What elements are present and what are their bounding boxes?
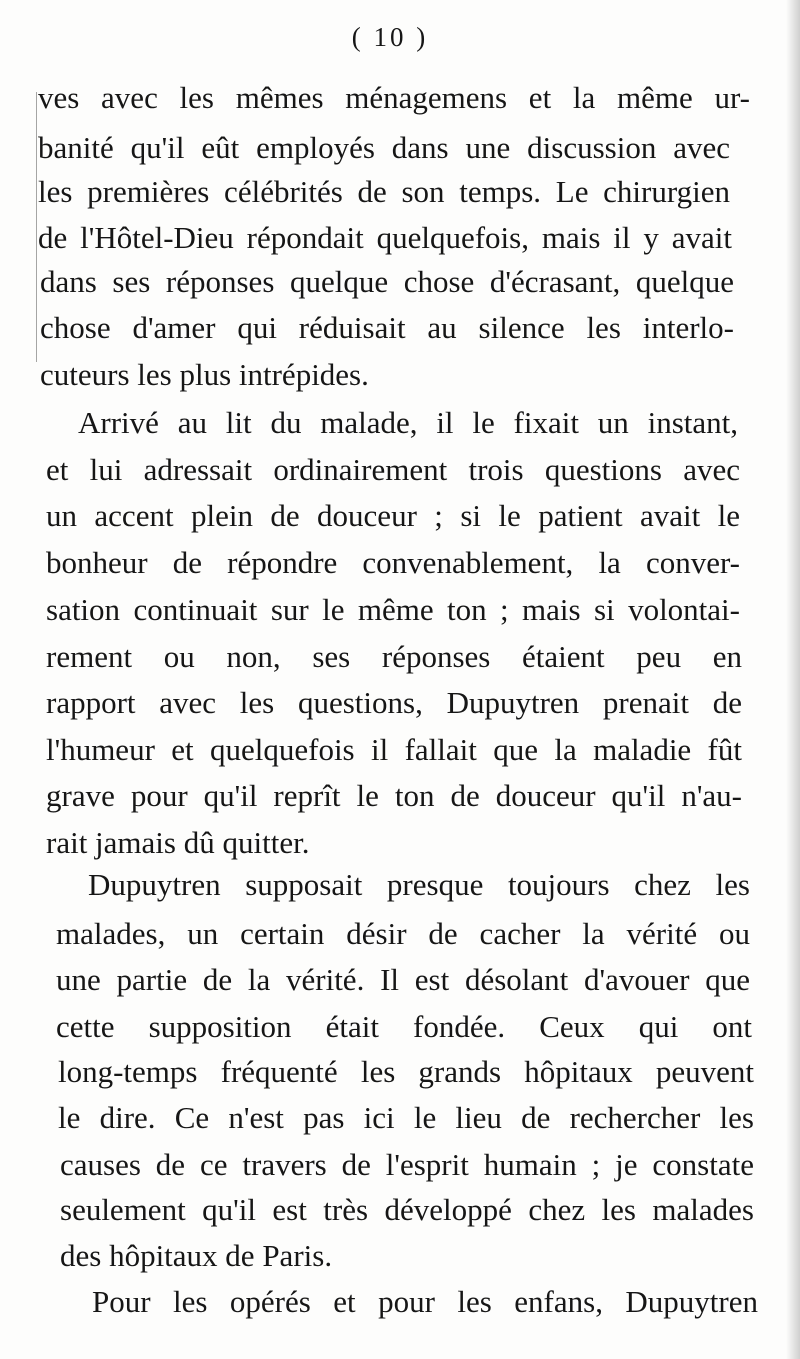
text-line: un accent plein de douceur ; si le patient avait le (46, 498, 740, 533)
text-line: Pour les opérés et pour les enfans, Dupuytren (92, 1284, 758, 1319)
text-line: dans ses réponses quelque chose d'écrasant, quelque (40, 264, 734, 299)
text-line: banité qu'il eût employés dans une discussion avec (38, 130, 730, 165)
text-line: ves avec les mêmes ménagemens et la même ur- (38, 80, 750, 115)
text-line: de l'Hôtel-Dieu répondait quelquefois, mais il y avait (38, 220, 732, 255)
text-line: seulement qu'il est très développé chez les malades (60, 1192, 754, 1227)
text-line: des hôpitaux de Paris. (60, 1238, 333, 1273)
text-line: cuteurs les plus intrépides. (40, 357, 369, 392)
text-line: rapport avec les questions, Dupuytren prenait de (46, 685, 742, 720)
text-line: Arrivé au lit du malade, il le fixait un instant, (78, 405, 738, 440)
text-line: grave pour qu'il reprît le ton de douceur qu'il n'au- (46, 778, 742, 813)
text-line: l'humeur et quelquefois il fallait que la maladie fût (46, 732, 742, 767)
text-line: le dire. Ce n'est pas ici le lieu de rechercher les (58, 1100, 754, 1135)
text-line: les premières célébrités de son temps. Le chirurgien (38, 174, 730, 209)
text-line: cette supposition était fondée. Ceux qui ont (56, 1009, 752, 1044)
margin-mark (36, 92, 37, 362)
text-line: et lui adressait ordinairement trois questions avec (46, 452, 740, 487)
text-line: Dupuytren supposait presque toujours chez les (88, 867, 750, 902)
text-line: malades, un certain désir de cacher la vérité ou (56, 916, 750, 951)
text-line: chose d'amer qui réduisait au silence les interlo- (40, 310, 734, 345)
text-line: rait jamais dû quitter. (46, 825, 310, 860)
text-line: bonheur de répondre convenablement, la conver- (46, 545, 740, 580)
text-line: sation continuait sur le même ton ; mais si volontai- (46, 592, 740, 627)
text-line: long-temps fréquenté les grands hôpitaux peuvent (58, 1054, 754, 1089)
text-line: une partie de la vérité. Il est désolant d'avouer que (56, 962, 750, 997)
text-line: causes de ce travers de l'esprit humain ; je constate (60, 1147, 754, 1182)
text-line: rement ou non, ses réponses étaient peu en (46, 639, 742, 674)
gutter-shadow (786, 0, 800, 1359)
page-number: ( 10 ) (351, 22, 429, 52)
